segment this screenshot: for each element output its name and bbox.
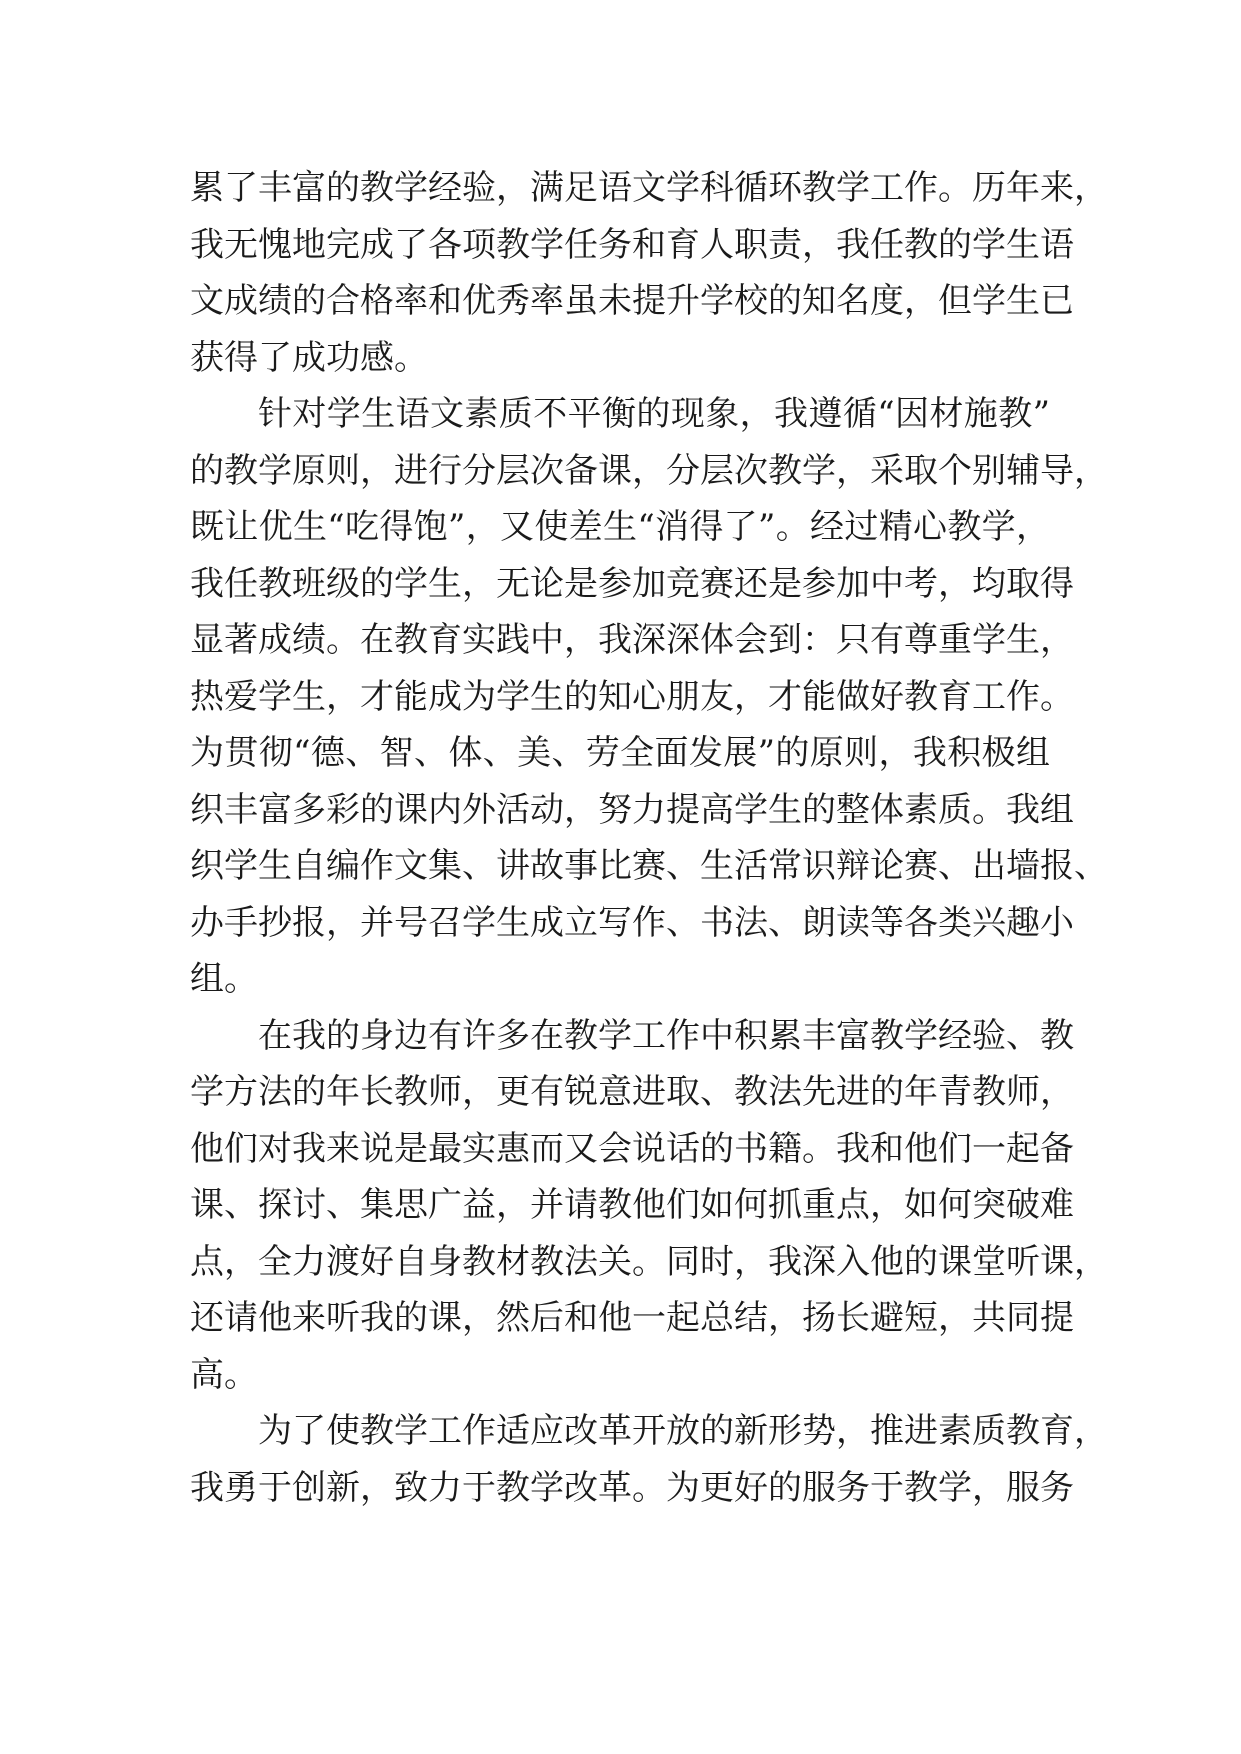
text-line: 获得了成功感。	[190, 337, 428, 378]
text-line: 他们对我来说是最实惠而又会说话的书籍。我和他们一起备	[190, 1128, 1074, 1169]
text-line: 组。	[190, 959, 258, 999]
text-line: 为贯彻“德、智、体、美、劳全面发展”的原则，我积极组	[190, 733, 1050, 773]
text-line: 织学生自编作文集、讲故事比赛、生活常识辩论赛、出墙报、	[190, 846, 1108, 886]
text-line: 为了使教学工作适应改革开放的新形势，推进素质教育，	[258, 1411, 1108, 1451]
text-line: 学方法的年长教师，更有锐意进取、教法先进的年青教师，	[190, 1072, 1074, 1112]
text-line: 显著成绩。在教育实践中，我深深体会到：只有尊重学生，	[190, 620, 1074, 660]
text-line: 累了丰富的教学经验，满足语文学科循环教学工作。历年来，	[190, 168, 1108, 208]
text-line: 我任教班级的学生，无论是参加竞赛还是参加中考，均取得	[190, 563, 1074, 604]
text-line: 点，全力渡好自身教材教法关。同时，我深入他的课堂听课，	[190, 1241, 1108, 1282]
text-line: 织丰富多彩的课内外活动，努力提高学生的整体素质。我组	[190, 789, 1074, 830]
text-line: 高。	[190, 1354, 258, 1395]
paragraph	[190, 386, 1108, 1008]
text-line: 在我的身边有许多在教学工作中积累丰富教学经验、教	[258, 1015, 1074, 1056]
text-line: 的教学原则，进行分层次备课，分层次教学，采取个别辅导，	[190, 450, 1108, 491]
document-body	[190, 160, 1108, 1516]
text-line: 我勇于创新，致力于教学改革。为更好的服务于教学，服务	[190, 1467, 1074, 1508]
text-line: 热爱学生，才能成为学生的知心朋友，才能做好教育工作。	[190, 676, 1074, 717]
text-line: 办手抄报，并号召学生成立写作、书法、朗读等各类兴趣小	[190, 902, 1074, 943]
paragraph	[190, 160, 1108, 386]
text-line: 针对学生语文素质不平衡的现象，我遵循“因材施教”	[258, 394, 1050, 434]
text-line: 还请他来听我的课，然后和他一起总结，扬长避短，共同提	[190, 1298, 1074, 1338]
text-line: 文成绩的合格率和优秀率虽未提升学校的知名度，但学生已	[190, 281, 1074, 321]
text-line: 课、探讨、集思广益，并请教他们如何抓重点，如何突破难	[190, 1185, 1074, 1225]
text-line: 既让优生“吃得饱”，又使差生“消得了”。经过精心教学，	[190, 507, 1050, 547]
paragraph	[190, 1008, 1108, 1404]
paragraph	[190, 1403, 1108, 1516]
text-line: 我无愧地完成了各项教学任务和育人职责，我任教的学生语	[190, 224, 1074, 265]
